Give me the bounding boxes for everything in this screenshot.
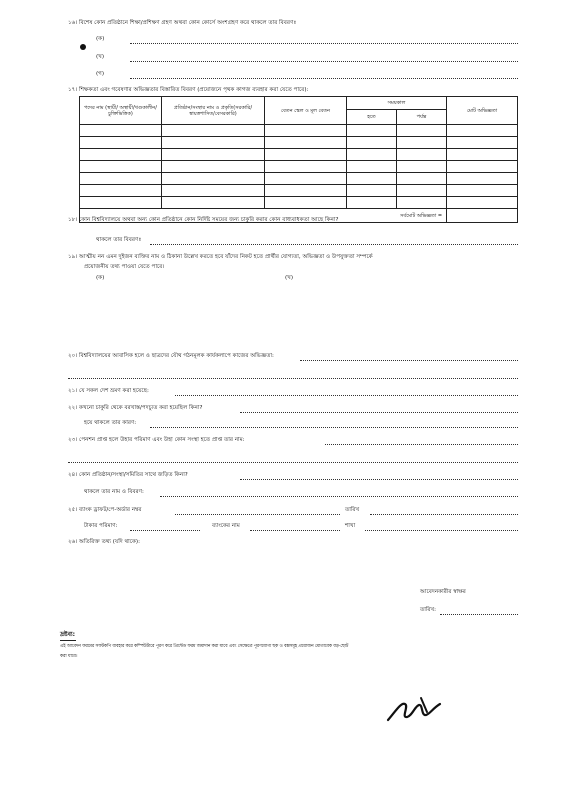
grand-total-value[interactable] — [447, 209, 518, 223]
q19-referee-b: (খ) — [285, 275, 294, 281]
table-row — [80, 161, 518, 173]
grand-total-label: সর্বমোট অভিজ্ঞতা = — [80, 209, 447, 223]
q16-item-c-label: (গ) — [96, 71, 105, 77]
note-title: দ্রষ্টব্য: — [60, 631, 76, 638]
q20-field-1[interactable] — [300, 360, 518, 361]
q25-amount-field[interactable] — [130, 530, 200, 531]
q25-date-field[interactable] — [370, 514, 518, 515]
q17-label: ১৭। শিক্ষকতা এবং গবেষণার অভিজ্ঞতার বিস্তারিত বিবরণ (প্রয়োজনে পৃথক কাগজ ব্যবহার করা যেতে পারে): — [68, 87, 309, 93]
header-period: সময়কাল — [347, 97, 447, 110]
signature-label: আবেদনকারীর স্বাক্ষর — [420, 589, 466, 595]
q21-field[interactable] — [175, 395, 518, 396]
header-organization: প্রতিষ্ঠান/সংস্থার নাম ও প্রকৃতি(সরকারি/স্বায়ত্তশাসিত/বেসরকারি) — [162, 97, 265, 125]
q16-label: ১৬। বিশেষ কোন প্রতিষ্ঠানে শিক্ষা/প্রশিক্ষণ গ্রহণ অথবা কোন কোর্সে অংশগ্রহণ করে থাকলে তার বিবরণঃ — [68, 20, 297, 26]
q25-draft-field[interactable] — [175, 514, 340, 515]
punch-hole-mark — [80, 44, 86, 50]
q18-sub-label: থাকলে তার বিবরণঃ — [96, 237, 142, 243]
q22-field[interactable] — [240, 412, 518, 413]
q23-label: ২৩। পেনশন প্রাপ্ত হলে উহার পরিমাণ এবং উহা কোন সংস্থা হতে প্রাপ্ত তার নাম: — [68, 437, 245, 443]
q24-sub-label: থাকলে তার নাম ও বিবরণ: — [84, 489, 144, 495]
table-row — [80, 137, 518, 149]
q26-label: ২৬। অতিরিক্ত তথ্য (যদি থাকে): — [68, 539, 140, 545]
table-row — [80, 125, 518, 137]
table-row — [80, 197, 518, 209]
q16-item-a-field[interactable] — [130, 43, 518, 44]
q25-branch-label: শাখা — [345, 523, 356, 529]
q25-draft-label: ২৫। ব্যাংক ড্রাফট/পে-অর্ডার নম্বর — [68, 507, 142, 513]
q24-field[interactable] — [240, 479, 518, 480]
q18-field[interactable] — [150, 244, 518, 245]
q20-field-2[interactable] — [68, 378, 518, 379]
q19-referee-a: (ক) — [96, 275, 105, 281]
note-title-underline — [60, 640, 76, 641]
q22-sub-label: হয়ে থাকলে তার কারণ: — [84, 420, 137, 426]
table-row — [80, 173, 518, 185]
q24-label: ২৪। কোন প্রতিষ্ঠান/সংস্থা/সমিতির সাথে জড়িত কিনা? — [68, 472, 188, 478]
header-to: পর্যন্ত — [397, 110, 447, 125]
handwritten-signature — [385, 690, 445, 726]
table-row — [80, 149, 518, 161]
header-post: পদের নাম (স্থায়ী/ অস্থায়ী/খণ্ডকালীন/ চুক্তিভিত্তিক) — [80, 97, 162, 125]
q22-label: ২২। কখনো চাকুরি থেকে বরখাস্ত/পদচ্যুত করা হয়েছিল কিনা? — [68, 405, 203, 411]
header-total-experience: মোট অভিজ্ঞতা — [447, 97, 518, 125]
q25-branch-field[interactable] — [365, 530, 518, 531]
q18-label: ১৮। কোন বিশ্ববিদ্যালয়ে অথবা অন্য কোন প্রতিষ্ঠানে কোন নির্দিষ্ট সময়ের জন্য চাকুরি করার কোন বাধ্যবাধকতা আছে কিনা? — [68, 217, 339, 223]
q25-amount-label: টাকার পরিমাণ: — [84, 523, 118, 529]
q25-bank-label: ব্যাংকের নাম — [212, 523, 240, 529]
q16-item-c-field[interactable] — [130, 78, 518, 79]
note-line-1: এই আবেদন ফরমের সফটকপি ব্যবহার করে কম্পিউটারে পূরণ করে প্রিন্টেড ফরম জমাদান করা যাবে এবং সেক্ষেত্রে পূরণযোগ্য ছক ও বক্সসমূহ প্রয়োজন মোতাবেক বড়-ছোট — [60, 644, 349, 649]
q21-label: ২১। যে সকল দেশ ভ্রমণ করা হয়েছে: — [68, 388, 149, 394]
q25-bank-field[interactable] — [250, 530, 340, 531]
table-row — [80, 185, 518, 197]
signature-date-field[interactable] — [440, 614, 518, 615]
q22-sub-field[interactable] — [150, 427, 518, 428]
q16-item-b-label: (খ) — [96, 54, 105, 60]
q20-label: ২০। বিশ্ববিদ্যালয়ের আবাসিক হলে ও ছাত্রদের যৌথ গঠনমূলক কার্যকলাপে কাজের অভিজ্ঞতা: — [68, 353, 274, 359]
note-line-2: করা যাবে। — [60, 654, 78, 659]
q24-sub-field[interactable] — [160, 496, 518, 497]
experience-table — [79, 96, 518, 223]
q16-item-b-field[interactable] — [130, 61, 518, 62]
q19-label: ১৯। আত্মীয় নন এমন দুইজন ব্যক্তির নাম ও ঠিকানা উল্লেখ করতে হবে যাঁদের নিকট হতে প্রার্থীর যোগ্যতা, অভিজ্ঞতা ও উপযুক্ততা সম্পর্কে — [68, 254, 373, 260]
q19-label-cont: প্রয়োজনীয় তথ্য পাওয়া যেতে পারে। — [84, 264, 165, 270]
header-pay-scale: বেতন স্কেল ও মূল বেতন — [265, 97, 347, 125]
q16-item-a-label: (ক) — [96, 36, 105, 42]
q25-date-label: তারিখ — [345, 507, 360, 513]
header-from: হতে — [347, 110, 397, 125]
signature-date-label: তারিখ: — [420, 607, 437, 613]
q23-field-1[interactable] — [325, 444, 518, 445]
q23-field-2[interactable] — [68, 462, 518, 463]
